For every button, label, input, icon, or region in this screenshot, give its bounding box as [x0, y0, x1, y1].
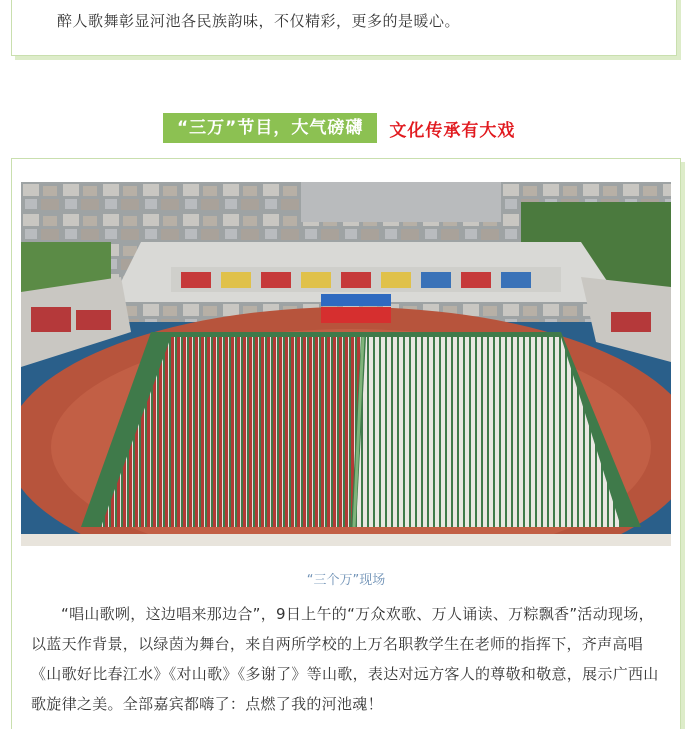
heading-tag: “三万”节目，大气磅礴	[163, 113, 377, 143]
article-paragraph: “唱山歌咧，这边唱来那边合”，9日上午的“万众欢歌、万人诵读、万粽飘香”活动现场，以蓝天作背景，以绿茵为舞台，来自两所学校的上万名职教学生在老师的指挥下，齐声高唱《山歌好比春江水》《对山歌》《多谢了》等山歌，表达对远方客人的尊敬和敬意，展示广西山歌旋律之美。全部嘉宾都嗨了：点燃了我的河池魂！	[31, 605, 659, 713]
stadium-illustration	[21, 182, 671, 546]
intro-text: 醉人歌舞彰显河池各民族韵味，不仅精彩，更多的是暖心。	[57, 12, 461, 30]
article-card	[11, 158, 681, 729]
photo-caption: “三个万”现场	[306, 573, 386, 588]
heading-title: 文化传承有大戏	[389, 120, 516, 141]
section-heading	[163, 113, 515, 143]
intro-card	[11, 0, 677, 56]
stadium-photo[interactable]	[21, 182, 671, 546]
